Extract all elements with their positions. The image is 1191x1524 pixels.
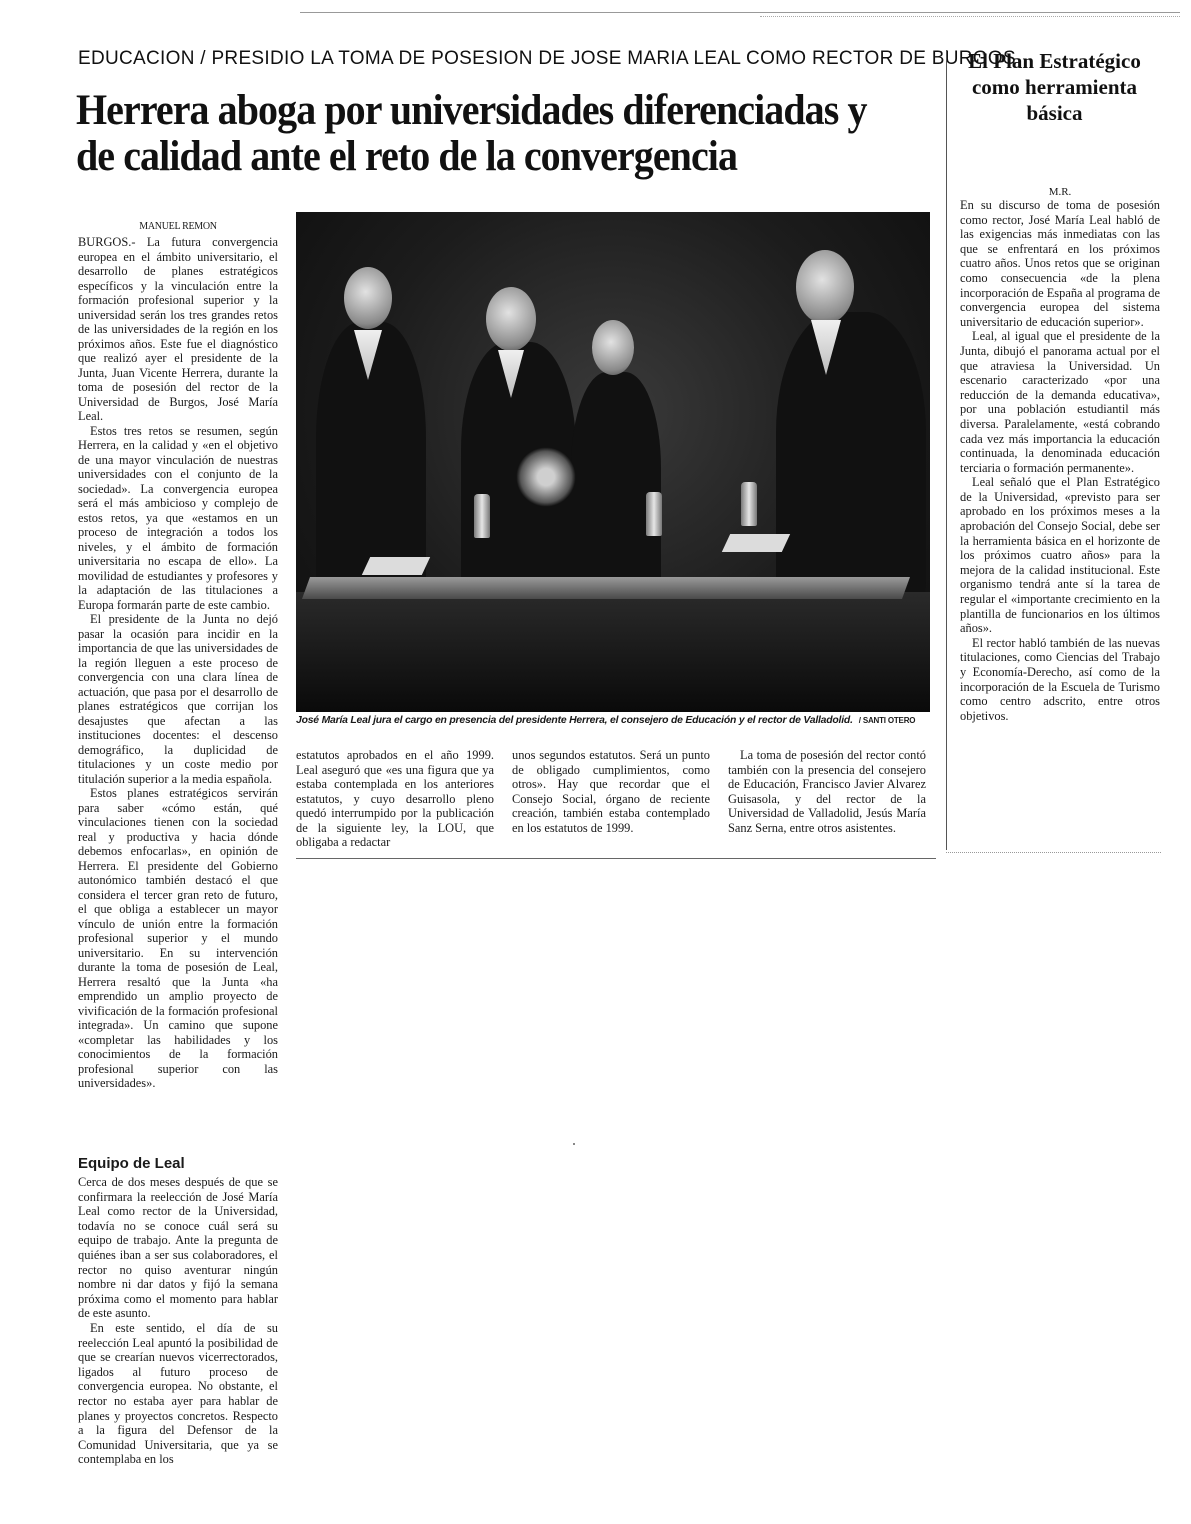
article-paragraph: El presidente de la Junta no dejó pasar la ocasión para incidir en la importancia de que las universidades de la región lleguen a este proceso de convergencia con una clara línea de actuación, que pasa por el desarrollo de planes estratégicos que corrijan los desajustes que afectan a las instituciones docentes: el descenso demográfico, la duplicidad de titulaciones y un coste medio por titulación superior a la media española. [78,612,278,786]
table-cloth [296,592,930,712]
person-head [486,287,536,351]
column-rule [946,50,947,850]
person-head [344,267,392,329]
article-column-3 [512,748,710,835]
scan-speck [573,1143,575,1145]
article-paragraph: unos segundos estatutos. Será un punto de obligado cumplimientos, como otros». Hay que recordar que el Consejo Social, órgano de reciente creación, también estaba contemplado en los estatutos de 1999. [512,748,710,835]
microphones [516,447,576,507]
article-paragraph: La toma de posesión del rector contó también con la presencia del consejero de Educación, Francisco Javier Alvarez Guisasola, y del rector de la Universidad de Valladolid, Jesús María Sanz Serna, entre otros asistentes. [728,748,926,835]
photo-credit: / SANTI OTERO [858,716,916,725]
article-byline: MANUEL REMON [139,221,217,232]
sidebar-paragraph: Leal, al igual que el presidente de la Junta, dibujó el panorama actual por el que atraviesa la Universidad. Un escenario caracterizado «por una reducción de la demanda educativa», por una población estudiantil más diversa. Paralelamente, «está cobrando cada vez más importancia la educación continuada, la denominada educación terciaria o formación permanente». [960,329,1160,475]
name-card [362,557,430,575]
article-column-2 [296,748,494,850]
name-card [722,534,790,552]
person-figure [776,312,926,612]
subhead: Equipo de Leal [78,1155,185,1172]
article-column-1b [78,1175,278,1467]
kicker: EDUCACION / PRESIDIO LA TOMA DE POSESION DE JOSE MARIA LEAL COMO RECTOR DE BURGOS [78,48,1016,69]
article-paragraph: Cerca de dos meses después de que se confirmara la reelección de José María Leal como rector de la Universidad, todavía no se conoce cuál será su equipo de trabajo. Ante la pregunta de quiénes iban a ser sus colaboradores, el rector no quiso aventurar ningún nombre ni dar datos y fijó la semana próxima como el momento para hablar de este asunto. [78,1175,278,1321]
article-paragraph: Estos planes estratégicos servirán para saber «cómo están, qué vinculaciones tienen con la sociedad real y productiva y hacia dónde debemos enfocarlas», en opinión de Herrera. El presidente del Gobierno autonómico también destacó el que considera el tercer gran reto de futuro, el que obliga a establecer un mayor vínculo de unión entre la formación profesional superior y el mundo universitario. En su intervención durante la toma de posesión de Leal, Herrera resaltó que la Junta «ha emprendido un amplio proyecto de vivificación de la formación profesional integrada». Un camino que supone «completar las habilidades y los conocimientos de la formación profesional superior con las universidades». [78,786,278,1090]
article-paragraph: BURGOS.- La futura convergencia europea en el ámbito universitario, el desarrollo de planes estratégicos específicos y la vinculación entre la formación profesional superior y la universidad serán los tres grandes retos de las universidades de la región en los próximos años. Este fue el diagnóstico que realizó ayer el presidente de la Junta, Juan Vicente Herrera, durante la toma de posesión del rector de la Universidad de Burgos, José María Leal. [78,235,278,423]
photo-caption [296,715,936,726]
sidebar-title: El Plan Estratégico como herramienta básica [968,49,1141,125]
article-paragraph: estatutos aprobados en el año 1999. Leal aseguró que «es una figura que ya estaba contemplada en los anteriores estatutos, y cuyo desarrollo pleno quedó interrumpido por la publicación de la siguiente ley, la LOU, que obligaba a redactar [296,748,494,849]
sidebar-body [960,198,1160,723]
caption-text: José María Leal jura el cargo en presencia del presidente Herrera, el consejero de Educación y el rector de Valladolid. [296,715,853,726]
article-paragraph: Estos tres retos se resumen, según Herrera, en la calidad y «en el objetivo de una mayor vinculación de nuestras universidades con el conjunto de la sociedad». La convergencia europea será el más ambicioso y complejo de estos retos, ya que «estamos en un proceso de integración a todos los niveles, y el ámbito de formación universitaria no escapa de ello». La movilidad de estudiantes y profesores y la adaptación de las titulaciones a Europa formarán parte de este cambio. [78,423,278,612]
article-column-1 [78,235,278,1091]
water-bottle [741,482,757,526]
sidebar-byline: M.R. [1048,186,1072,198]
top-rule-dotted [760,16,1180,17]
person-head [796,250,854,324]
bottom-rule-dotted [946,852,1161,853]
news-photo [296,212,930,712]
sidebar-paragraph: El rector habló también de las nuevas titulaciones, como Ciencias del Trabajo y Economía-Derecho, así como de la incorporación de la Escuela de Turismo como centro adscrito, entre otros objetivos. [960,635,1160,723]
bottom-rule [296,858,936,859]
sidebar-paragraph: En su discurso de toma de posesión como rector, José María Leal habló de las exigencias más inmediatas con las que se enfrentará en los próximos cuatro años. Unos retos que se originan como consecuencia «de la plena incorporación de España al programa de convergencia europea del sistema universitario de educación superior». [960,198,1160,329]
article-paragraph: En este sentido, el día de su reelección Leal apuntó la posibilidad de que se crearían nuevos vicerrectorados, ligados al futuro proceso de convergencia europea. No obstante, el rector no estaba ayer para hablar de planes y proyectos concretos. Respecto a la figura del Defensor de la Comunidad Universitaria, que ya se contemplaba en los [78,1320,278,1467]
person-head [592,320,634,375]
headline: Herrera aboga por universidades diferenciadas y de calidad ante el reto de la convergencia [76,87,867,180]
table-top [302,577,910,599]
article-column-4 [728,748,926,835]
sidebar-paragraph: Leal señaló que el Plan Estratégico de la Universidad, «previsto para ser aprobado en los próximos meses a la aprobación del Consejo Social, debe ser la herramienta básica en el horizonte de los próximos cuatro años» para la mejora de la calidad institucional. Este organismo tendrá ante sí la tarea de regular el «importante crecimiento en la plantilla de funcionarios en los últimos años». [960,475,1160,636]
top-rule [300,12,1180,13]
water-bottle [646,492,662,536]
water-bottle [474,494,490,538]
